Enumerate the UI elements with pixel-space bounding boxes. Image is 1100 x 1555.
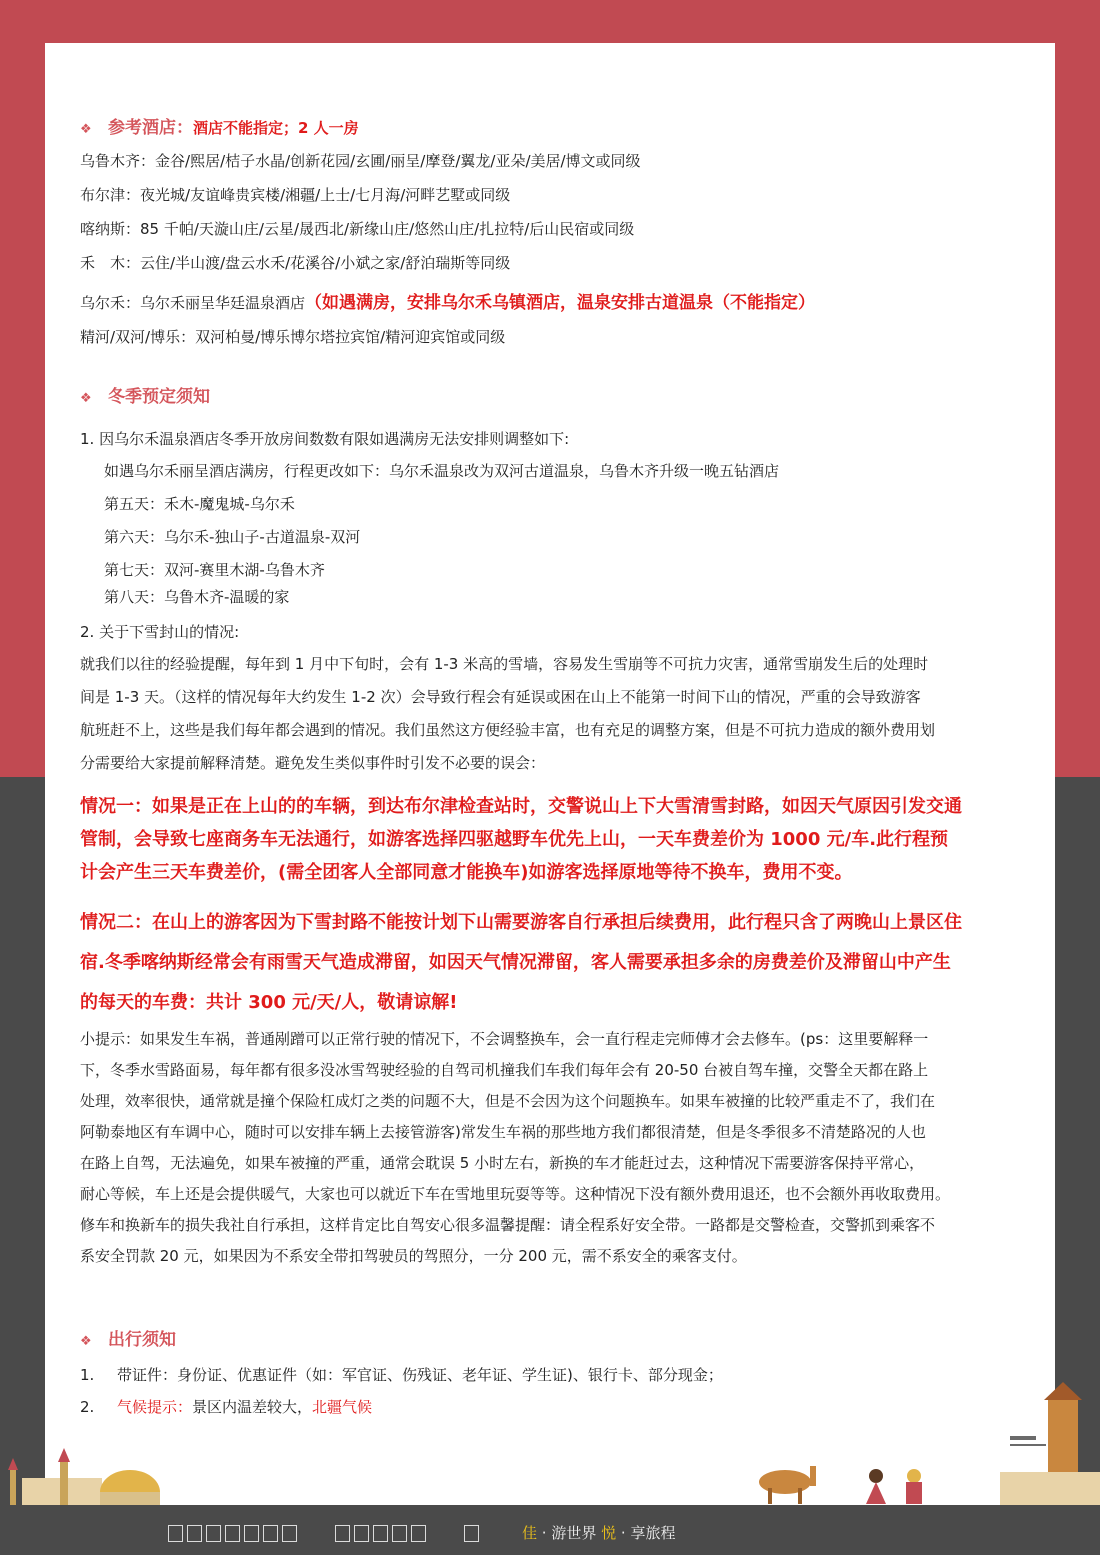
hotel-row-jinghe [80, 326, 505, 347]
paragraph-line: 耐心等候，车上还是会提供暖气，大家也可以就近下车在雪地里玩耍等等。这种情况下没有额外费用退还，也不会额外再收取费用。 [80, 1185, 951, 1203]
paragraph-line: 小提示：如果发生车祸，普通剐蹭可以正常行驶的情况下，不会调整换车，会一直行程走完师傅才会去修车。(ps：这里要解释一 [80, 1030, 929, 1048]
hotel-row-text: 云住/半山渡/盘云水禾/花溪谷/小斌之家/舒泊瑞斯等同级 [140, 254, 511, 272]
item-text: 景区内温差较大， [192, 1398, 313, 1416]
hotel-row-label: 精河/双河/博乐： [80, 328, 196, 346]
paragraph-line: 航班赶不上，这些是我们每年都会遇到的情况。我们虽然这方便经验丰富，也有充足的调整方案，但是不可抗力造成的额外费用划 [80, 721, 936, 739]
hotel-row-label: 喀纳斯： [80, 220, 141, 238]
item-number: 1. [80, 1366, 95, 1384]
winter-sub-line: 第六天：乌尔禾-独山子-古道温泉-双河 [104, 528, 361, 546]
case-two [80, 908, 1025, 1021]
mosque-illustration [0, 1440, 170, 1510]
hotel-row-text: 双河柏曼/博乐博尔塔拉宾馆/精河迎宾馆或同级 [195, 328, 506, 346]
case-line: 宿.冬季喀纳斯经常会有雨雪天气造成滞留，如因天气情况滞留，客人需要承担多余的房费差价及滞留山中产生 [80, 952, 951, 973]
item-number: 2. [80, 1398, 95, 1416]
case-line: 情况一：如果是正在上山的的车辆，到达布尔津检查站时，交警说山上下大雪清雪封路，如因天气原因引发交通 [80, 796, 962, 817]
hotel-row-urho [80, 288, 815, 313]
item-label: 气候提示： [117, 1398, 193, 1416]
tower-illustration [1000, 1380, 1100, 1505]
winter-sub-line: 如遇乌尔禾丽呈酒店满房，行程更改如下：乌尔禾温泉改为双河古道温泉，乌鲁木齐升级一晚五钻酒店 [104, 462, 780, 480]
diamond-icon: ❖ [80, 1334, 92, 1349]
winter-sub-line: 第五天：禾木-魔鬼城-乌尔禾 [104, 495, 295, 513]
hotel-heading [80, 113, 359, 138]
diamond-icon: ❖ [80, 122, 92, 137]
paragraph-line: 分需要给大家提前解释清楚。避免发生类似事件时引发不必要的误会： [80, 754, 546, 772]
hotel-row-label: 布尔津： [80, 186, 141, 204]
hotel-row-text: 乌尔禾丽呈华廷温泉酒店 [140, 294, 306, 312]
case-line: 情况二：在山上的游客因为下雪封路不能按计划下山需要游客自行承担后续费用，此行程只含了两晚山上景区住 [80, 912, 962, 933]
hotel-row-text: 85 千帕/天漩山庄/云星/晟西北/新缘山庄/悠然山庄/扎拉特/后山民宿或同级 [140, 220, 635, 238]
case-line: 的每天的车费：共计 300 元/天/人，敬请谅解! [80, 992, 458, 1013]
hotel-row-label: 禾 木： [80, 254, 141, 272]
diamond-icon: ❖ [80, 391, 92, 406]
winter-item-2: 2. 关于下雪封山的情况: [80, 623, 240, 641]
slogan-char: 佳 [522, 1524, 538, 1542]
item-text: 身份证、优惠证件（如：军官证、伤残证、老年证、学生证)、银行卡、部分现金； [177, 1366, 723, 1384]
hotel-row-hemu [80, 252, 510, 273]
slogan-text: · 游世界 [541, 1524, 597, 1542]
winter-heading-text: 冬季预定须知 [108, 387, 210, 407]
hotel-row-label: 乌尔禾： [80, 294, 141, 312]
case-line: 管制，会导致七座商务车无法通行，如游客选择四驱越野车优先上山，一天车费差价为 1000 元/车.此行程预 [80, 829, 949, 850]
travel-heading-text: 出行须知 [108, 1330, 176, 1350]
paragraph-line: 在路上自驾，无法遍免，如果车被撞的严重，通常会耽误 5 小时左右，新换的车才能赶过去，这种情况下需要游客保持平常心， [80, 1154, 925, 1172]
hotel-row-text: 夜光城/友谊峰贵宾楼/湘疆/上士/七月海/河畔艺墅或同级 [140, 186, 511, 204]
paragraph-line: 下，冬季水雪路面易，每年都有很多没冰雪驾驶经验的自驾司机撞我们车我们每年会有 20-50 台被自驾车撞，交警全天都在路上 [80, 1061, 929, 1079]
footer-slogan [522, 1522, 675, 1543]
winter-item-1: 1. 因乌尔禾温泉酒店冬季开放房间数数有限如遇满房无法安排则调整如下: [80, 430, 570, 448]
travel-heading [80, 1325, 176, 1350]
paragraph-line: 系安全罚款 20 元，如果因为不系安全带扣驾驶员的驾照分，一分 200 元，需不系安全的乘客支付。 [80, 1247, 747, 1265]
people-illustration [860, 1468, 940, 1505]
travel-item-2 [80, 1396, 372, 1417]
item-red-text: 北疆气候 [312, 1398, 373, 1416]
winter-heading [80, 382, 210, 407]
tip-paragraph [80, 1024, 1025, 1272]
item-label: 带证件： [117, 1366, 178, 1384]
slogan-char: 悦 [601, 1524, 617, 1542]
winter-sub-line: 第八天：乌鲁木齐-温暖的家 [104, 588, 290, 606]
travel-item-1 [80, 1364, 723, 1385]
hotel-row-urumqi [80, 150, 641, 171]
case-line: 计会产生三天车费差价，(需全团客人全部同意才能换车)如游客选择原地等待不换车，费用不变。 [80, 862, 853, 883]
hotel-row-kanas [80, 218, 634, 239]
winter-sub-line: 第七天：双河-赛里木湖-乌鲁木齐 [104, 561, 325, 579]
hotel-row-red-note: （如遇满房，安排乌尔禾乌镇酒店，温泉安排古道温泉（不能指定） [305, 293, 816, 313]
paragraph-line: 就我们以往的经验提醒，每年到 1 月中下旬时，会有 1-3 米高的雪墙，容易发生雪崩等不可抗力灾害，通常雪崩发生后的处理时 [80, 655, 929, 673]
footer-placeholder-boxes [168, 1523, 483, 1542]
slogan-text: · 享旅程 [620, 1524, 676, 1542]
paragraph-line: 处理，效率很快，通常就是撞个保险杠成灯之类的问题不大，但是不会因为这个问题换车。如果车被撞的比较严重走不了，我们在 [80, 1092, 936, 1110]
hotel-row-text: 金谷/熙居/桔子水晶/创新花园/玄圃/丽呈/摩登/翼龙/亚朵/美居/博文或同级 [155, 152, 641, 170]
snow-paragraph [80, 648, 1025, 780]
case-one [80, 792, 1025, 891]
paragraph-line: 修车和换新车的损失我社自行承担，这样肯定比自驾安心很多温馨提醒：请全程系好安全带。一路都是交警检查，交警抓到乘客不 [80, 1216, 936, 1234]
paragraph-line: 阿勒泰地区有车调中心，随时可以安排车辆上去接管游客)常发生车祸的那些地方我们都很清楚，但是冬季很多不清楚路况的人也 [80, 1123, 926, 1141]
hotel-heading-text: 参考酒店： [108, 118, 193, 138]
paragraph-line: 间是 1-3 天。（这样的情况每年大约发生 1-2 次）会导致行程会有延误或困在山上不能第一时间下山的情况，严重的会导致游客 [80, 688, 921, 706]
hotel-note: 酒店不能指定；2 人一房 [193, 119, 359, 137]
camel-illustration [740, 1460, 830, 1505]
hotel-row-label: 乌鲁木齐： [80, 152, 156, 170]
hotel-row-burqin [80, 184, 510, 205]
